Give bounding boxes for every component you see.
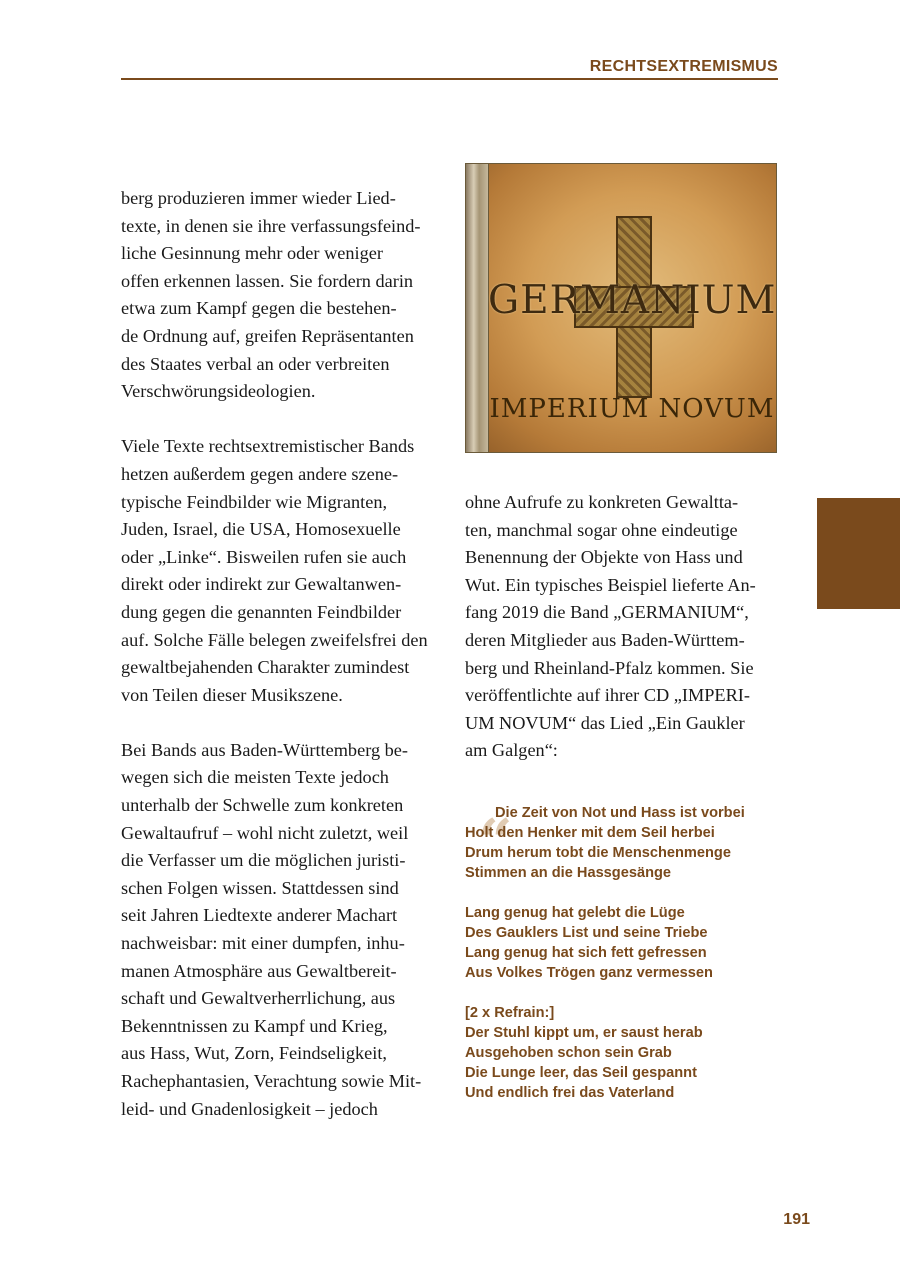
chapter-tab (817, 498, 900, 609)
text-line: wegen sich die meisten Texte jedoch (121, 767, 389, 788)
right-column (465, 489, 778, 765)
paragraph-2 (121, 433, 434, 709)
text-line: ohne Aufrufe zu konkreten Gewaltta- (465, 492, 739, 512)
paragraph-1 (121, 185, 434, 406)
lyric-line: Holt den Henker mit dem Seil herbei (465, 825, 715, 841)
text-line: oder „Linke“. Bisweilen rufen sie auch (121, 546, 407, 567)
lyric-line: Aus Volkes Trögen ganz vermessen (465, 965, 713, 981)
text-line: auf. Solche Fälle belegen zweifelsfrei den (121, 629, 428, 650)
text-line: Rachephantasien, Verachtung sowie Mit- (121, 1071, 422, 1091)
text-line: berg produzieren immer wieder Lied- (121, 188, 396, 208)
lyric-line: Die Lunge leer, das Seil gespannt (465, 1065, 697, 1081)
text-line: hetzen außerdem gegen andere szene- (121, 463, 399, 484)
lyric-line: Lang genug hat sich fett gefressen (465, 945, 707, 961)
lyric-line: Lang genug hat gelebt die Lüge (465, 905, 685, 921)
lyrics-stanza-3 (465, 1003, 785, 1103)
text-line: Verschwörungsideologien. (121, 381, 316, 402)
text-line: Wut. Ein typisches Beispiel lieferte An- (465, 574, 756, 595)
lyric-line: Ausgehoben schon sein Grab (465, 1045, 672, 1061)
text-line: am Galgen“: (465, 740, 558, 761)
text-line: schaft und Gewaltverherrlichung, aus (121, 988, 396, 1009)
album-cover-image (465, 163, 777, 453)
text-line: Gewaltaufruf – wohl nicht zuletzt, weil (121, 822, 409, 843)
text-line: ten, manchmal sogar ohne eindeutige (465, 519, 738, 540)
page-number: 191 (783, 1211, 810, 1228)
lyric-line: Der Stuhl kippt um, er saust herab (465, 1025, 703, 1041)
text-line: von Teilen dieser Musikszene. (121, 684, 343, 705)
text-line: offen erkennen lassen. Sie fordern darin (121, 270, 414, 291)
lyrics-stanza-1 (465, 803, 785, 883)
text-line: berg und Rheinland-Pfalz kommen. Sie (465, 657, 754, 678)
left-column (121, 185, 434, 1123)
text-line: veröffentlichte auf ihrer CD „IMPERI- (465, 685, 750, 706)
text-line: nachweisbar: mit einer dumpfen, inhu- (121, 933, 405, 954)
paragraph-3 (121, 737, 434, 1123)
text-line: liche Gesinnung mehr oder weniger (121, 243, 383, 264)
text-line: texte, in denen sie ihre verfassungsfeind- (121, 215, 421, 236)
text-line: typische Feindbilder wie Migranten, (121, 491, 388, 512)
text-line: etwa zum Kampf gegen die bestehen- (121, 298, 397, 319)
text-line: Bei Bands aus Baden-Württemberg be- (121, 739, 409, 760)
quote-mark-icon: “ (478, 807, 513, 877)
paragraph-4 (465, 489, 778, 765)
text-line: direkt oder indirekt zur Gewaltanwen- (121, 574, 402, 595)
lyric-line: Des Gauklers List und seine Triebe (465, 925, 708, 941)
text-line: die Verfasser um die möglichen juristi- (121, 850, 406, 871)
text-line: manen Atmosphäre aus Gewaltbereit- (121, 960, 397, 981)
text-line: deren Mitglieder aus Baden-Württem- (465, 629, 745, 650)
text-line: Viele Texte rechtsextremistischer Bands (121, 436, 415, 457)
text-line: gewaltbejahenden Charakter zumindest (121, 657, 410, 678)
lyric-line: Und endlich frei das Vaterland (465, 1085, 675, 1101)
text-line: de Ordnung auf, greifen Repräsentanten (121, 325, 414, 346)
cd-case-spine (466, 164, 489, 452)
text-line: fang 2019 die Band „GERMANIUM“, (465, 602, 749, 623)
lyric-line: Stimmen an die Hassgesänge (465, 865, 672, 881)
text-line: UM NOVUM“ das Lied „Ein Gaukler (465, 712, 745, 733)
text-line: Bekenntnissen zu Kampf und Krieg, (121, 1015, 388, 1036)
text-line: unterhalb der Schwelle zum konkreten (121, 795, 404, 816)
text-line: des Staates verbal an oder verbreiten (121, 353, 390, 374)
text-line: leid- und Gnadenlosigkeit – jedoch (121, 1098, 378, 1119)
lyric-line: Die Zeit von Not und Hass ist vorbei (495, 805, 745, 821)
song-lyrics (465, 803, 785, 1123)
text-line: dung gegen die genannten Feindbilder (121, 601, 402, 622)
running-header: RECHTSEXTREMISMUS (589, 58, 778, 75)
text-line: schen Folgen wissen. Stattdessen sind (121, 877, 399, 898)
text-line: Benennung der Objekte von Hass und (465, 547, 743, 568)
header-rule (121, 78, 778, 80)
text-line: Juden, Israel, die USA, Homosexuelle (121, 519, 401, 540)
lyric-line: [2 x Refrain:] (465, 1005, 555, 1021)
text-line: seit Jahren Liedtexte anderer Machart (121, 905, 398, 926)
lyrics-stanza-2 (465, 903, 785, 983)
lyric-line: Drum herum tobt die Menschenmenge (465, 845, 731, 861)
text-line: aus Hass, Wut, Zorn, Feindseligkeit, (121, 1043, 388, 1064)
cover-band-name: GERMANIUM (488, 278, 777, 323)
cover-album-name: IMPERIUM NOVUM (489, 394, 775, 424)
